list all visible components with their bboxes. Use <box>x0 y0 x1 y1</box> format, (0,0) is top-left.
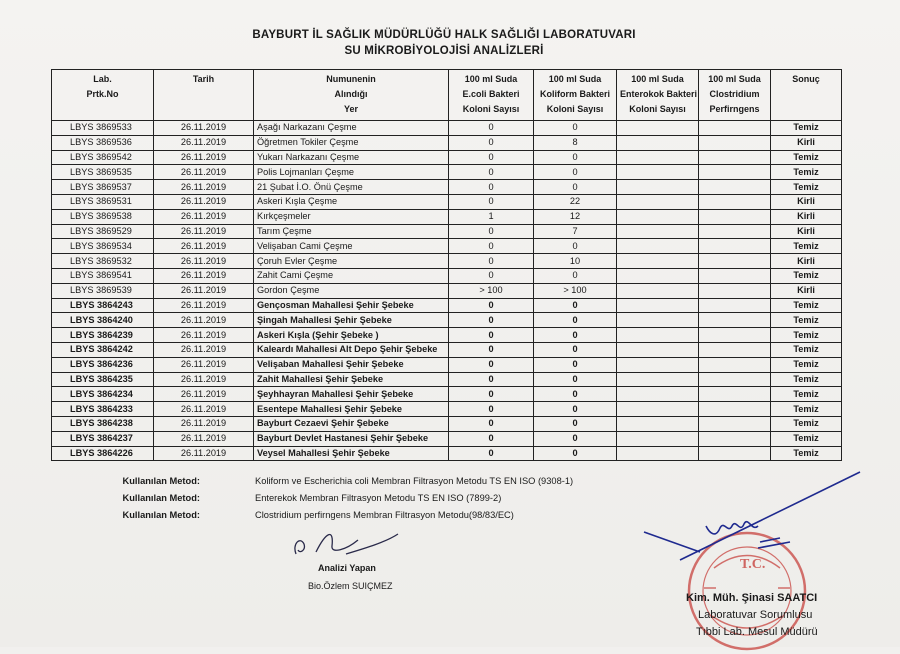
table-row <box>52 268 842 283</box>
cell-ecoli: 0 <box>449 224 534 239</box>
col-header-line: 100 ml Suda <box>631 74 684 84</box>
cell-ecoli: 0 <box>449 298 534 313</box>
cell-clostridium <box>699 239 771 254</box>
cell-sample-site: Tarım Çeşme <box>254 224 449 239</box>
cell-koliform: 10 <box>534 254 617 269</box>
cell-clostridium <box>699 328 771 343</box>
cell-result: Kirli <box>771 135 842 150</box>
cell-result: Temiz <box>771 402 842 417</box>
cell-date: 26.11.2019 <box>154 194 254 209</box>
cell-date: 26.11.2019 <box>154 121 254 136</box>
method-value: Koliform ve Escherichia coli Membran Filtrasyon Metodu TS EN ISO (9308-1) <box>255 476 574 486</box>
table-body <box>52 121 842 461</box>
cell-ecoli: 0 <box>449 254 534 269</box>
cell-result: Temiz <box>771 372 842 387</box>
table-row <box>52 313 842 328</box>
cell-lab-no: LBYS 3869535 <box>52 165 154 180</box>
table-row <box>52 416 842 431</box>
col-header-ecoli <box>449 70 534 121</box>
cell-ecoli: 1 <box>449 209 534 224</box>
cell-enterokok <box>617 209 699 224</box>
cell-date: 26.11.2019 <box>154 209 254 224</box>
cell-date: 26.11.2019 <box>154 342 254 357</box>
cell-lab-no: LBYS 3869539 <box>52 283 154 298</box>
cell-enterokok <box>617 150 699 165</box>
cell-koliform: > 100 <box>534 283 617 298</box>
col-header-lab <box>52 70 154 121</box>
cell-clostridium <box>699 402 771 417</box>
col-header-result <box>771 70 842 121</box>
cell-enterokok <box>617 372 699 387</box>
cell-enterokok <box>617 194 699 209</box>
cell-clostridium <box>699 416 771 431</box>
cell-koliform: 0 <box>534 268 617 283</box>
cell-ecoli: 0 <box>449 328 534 343</box>
method-label: Kullanılan Metod: <box>122 476 200 486</box>
col-header-line: Enterokok Bakteri <box>620 89 698 99</box>
cell-ecoli: > 100 <box>449 283 534 298</box>
cell-sample-site: Polis Lojmanları Çeşme <box>254 165 449 180</box>
cell-koliform: 0 <box>534 387 617 402</box>
col-header-line: Koliform Bakteri <box>539 89 610 99</box>
col-header-line: Tarih <box>192 74 215 84</box>
cell-clostridium <box>699 150 771 165</box>
cell-date: 26.11.2019 <box>154 313 254 328</box>
method-value: Clostridium perfirngens Membran Filtrasyon Metodu(98/83/EC) <box>255 510 514 520</box>
cell-sample-site: Veysel Mahallesi Şehir Şebeke <box>254 446 449 461</box>
col-header-line: 100 ml Suda <box>464 74 518 84</box>
cell-enterokok <box>617 224 699 239</box>
cell-clostridium <box>699 283 771 298</box>
cell-koliform: 0 <box>534 313 617 328</box>
cell-clostridium <box>699 254 771 269</box>
cell-ecoli: 0 <box>449 165 534 180</box>
cell-sample-site: Gençosman Mahallesi Şehir Şebeke <box>254 298 449 313</box>
cell-ecoli: 0 <box>449 357 534 372</box>
cell-result: Kirli <box>771 224 842 239</box>
cell-date: 26.11.2019 <box>154 357 254 372</box>
cell-result: Temiz <box>771 121 842 136</box>
cell-date: 26.11.2019 <box>154 283 254 298</box>
cell-lab-no: LBYS 3864234 <box>52 387 154 402</box>
cell-koliform: 0 <box>534 402 617 417</box>
cell-date: 26.11.2019 <box>154 150 254 165</box>
cell-clostridium <box>699 194 771 209</box>
col-header-line: Sonuç <box>792 74 820 84</box>
table-row <box>52 372 842 387</box>
col-header-line: Perfirngens <box>709 104 760 114</box>
col-header-line: Koloni Sayısı <box>546 104 604 114</box>
cell-lab-no: LBYS 3869532 <box>52 254 154 269</box>
report-title: BAYBURT İL SAĞLIK MÜDÜRLÜĞÜ HALK SAĞLIĞI LABORATUVARI <box>252 29 636 41</box>
cell-koliform: 0 <box>534 372 617 387</box>
cell-ecoli: 0 <box>449 180 534 195</box>
report-subtitle: SU MİKROBİYOLOJİSİ ANALİZLERİ <box>344 45 544 57</box>
cell-date: 26.11.2019 <box>154 135 254 150</box>
table-row <box>52 224 842 239</box>
table-row <box>52 180 842 195</box>
cell-ecoli: 0 <box>449 135 534 150</box>
col-header-enterokok <box>617 70 699 121</box>
cell-koliform: 0 <box>534 431 617 446</box>
cell-lab-no: LBYS 3864243 <box>52 298 154 313</box>
cell-sample-site: Velişaban Cami Çeşme <box>254 239 449 254</box>
cell-enterokok <box>617 416 699 431</box>
col-header-line: Prtk.No <box>86 89 119 99</box>
cell-clostridium <box>699 446 771 461</box>
cell-clostridium <box>699 165 771 180</box>
cell-date: 26.11.2019 <box>154 239 254 254</box>
cell-clostridium <box>699 224 771 239</box>
cell-enterokok <box>617 165 699 180</box>
cell-ecoli: 0 <box>449 121 534 136</box>
table-row <box>52 239 842 254</box>
cell-result: Kirli <box>771 254 842 269</box>
cell-clostridium <box>699 357 771 372</box>
cell-sample-site: Aşağı Narkazanı Çeşme <box>254 121 449 136</box>
cell-ecoli: 0 <box>449 150 534 165</box>
cell-koliform: 0 <box>534 165 617 180</box>
cell-ecoli: 0 <box>449 239 534 254</box>
cell-ecoli: 0 <box>449 313 534 328</box>
cell-lab-no: LBYS 3869538 <box>52 209 154 224</box>
cell-sample-site: Zahit Mahallesi Şehir Şebeke <box>254 372 449 387</box>
cell-ecoli: 0 <box>449 416 534 431</box>
cell-date: 26.11.2019 <box>154 402 254 417</box>
col-header-line: Alındığı <box>334 89 368 99</box>
cell-sample-site: Gordon Çeşme <box>254 283 449 298</box>
cell-clostridium <box>699 387 771 402</box>
cell-lab-no: LBYS 3869542 <box>52 150 154 165</box>
cell-result: Temiz <box>771 446 842 461</box>
table-row <box>52 357 842 372</box>
cell-lab-no: LBYS 3869529 <box>52 224 154 239</box>
table-row <box>52 254 842 269</box>
cell-date: 26.11.2019 <box>154 328 254 343</box>
col-header-date <box>154 70 254 121</box>
col-header-line: Lab. <box>93 74 112 84</box>
cell-ecoli: 0 <box>449 387 534 402</box>
cell-koliform: 0 <box>534 150 617 165</box>
cell-koliform: 22 <box>534 194 617 209</box>
cell-sample-site: Şingah Mahallesi Şehir Şebeke <box>254 313 449 328</box>
col-header-line: 100 ml Suda <box>708 74 761 84</box>
cell-date: 26.11.2019 <box>154 416 254 431</box>
cell-enterokok <box>617 313 699 328</box>
method-value: Enterekok Membran Filtrasyon Metodu TS EN ISO (7899-2) <box>255 493 502 503</box>
cell-lab-no: LBYS 3864239 <box>52 328 154 343</box>
cell-koliform: 0 <box>534 357 617 372</box>
cell-sample-site: Kırkçeşmeler <box>254 209 449 224</box>
cell-sample-site: Esentepe Mahallesi Şehir Şebeke <box>254 402 449 417</box>
cell-enterokok <box>617 342 699 357</box>
cell-date: 26.11.2019 <box>154 254 254 269</box>
cell-enterokok <box>617 121 699 136</box>
cell-result: Temiz <box>771 268 842 283</box>
table-row <box>52 431 842 446</box>
cell-sample-site: Zahit Cami Çeşme <box>254 268 449 283</box>
cell-lab-no: LBYS 3864233 <box>52 402 154 417</box>
cell-koliform: 0 <box>534 416 617 431</box>
table-row <box>52 150 842 165</box>
cell-sample-site: Askeri Kışla (Şehir Şebeke ) <box>254 328 449 343</box>
cell-sample-site: Şeyhhayran Mahallesi Şehir Şebeke <box>254 387 449 402</box>
table-row <box>52 209 842 224</box>
cell-lab-no: LBYS 3869534 <box>52 239 154 254</box>
cell-lab-no: LBYS 3864226 <box>52 446 154 461</box>
manager-name: Kim. Müh. Şinasi SAATCI <box>686 592 818 604</box>
col-header-line: Koloni Sayısı <box>629 104 686 114</box>
cell-ecoli: 0 <box>449 194 534 209</box>
cell-ecoli: 0 <box>449 431 534 446</box>
cell-lab-no: LBYS 3864237 <box>52 431 154 446</box>
cell-enterokok <box>617 328 699 343</box>
cell-lab-no: LBYS 3864240 <box>52 313 154 328</box>
cell-ecoli: 0 <box>449 342 534 357</box>
cell-lab-no: LBYS 3869541 <box>52 268 154 283</box>
cell-enterokok <box>617 431 699 446</box>
manager-role-1: Laboratuvar Sorumlusu <box>698 609 813 621</box>
cell-koliform: 0 <box>534 342 617 357</box>
cell-clostridium <box>699 313 771 328</box>
stamp-text: T.C. <box>740 557 766 572</box>
cell-sample-site: Öğretmen Tokiler Çeşme <box>254 135 449 150</box>
cell-clostridium <box>699 431 771 446</box>
cell-koliform: 0 <box>534 446 617 461</box>
table-row <box>52 121 842 136</box>
cell-lab-no: LBYS 3869537 <box>52 180 154 195</box>
cell-clostridium <box>699 268 771 283</box>
cell-result: Temiz <box>771 416 842 431</box>
cell-sample-site: Askeri Kışla Çeşme <box>254 194 449 209</box>
cell-koliform: 7 <box>534 224 617 239</box>
cell-lab-no: LBYS 3869531 <box>52 194 154 209</box>
cell-lab-no: LBYS 3864236 <box>52 357 154 372</box>
cell-koliform: 8 <box>534 135 617 150</box>
cell-result: Temiz <box>771 431 842 446</box>
col-header-line: E.coli Bakteri <box>462 89 520 99</box>
col-header-line: Clostridium <box>709 89 760 99</box>
cell-sample-site: Bayburt Devlet Hastanesi Şehir Şebeke <box>254 431 449 446</box>
cell-result: Temiz <box>771 239 842 254</box>
table-row <box>52 446 842 461</box>
cell-enterokok <box>617 387 699 402</box>
cell-enterokok <box>617 135 699 150</box>
cell-koliform: 0 <box>534 328 617 343</box>
cell-ecoli: 0 <box>449 268 534 283</box>
cell-date: 26.11.2019 <box>154 372 254 387</box>
cell-lab-no: LBYS 3869536 <box>52 135 154 150</box>
cell-enterokok <box>617 402 699 417</box>
table-row <box>52 194 842 209</box>
cell-date: 26.11.2019 <box>154 298 254 313</box>
analyst-role: Analizi Yapan <box>318 563 376 573</box>
cell-sample-site: 21 Şubat İ.O. Önü Çeşme <box>254 180 449 195</box>
cell-clostridium <box>699 209 771 224</box>
table-row <box>52 342 842 357</box>
cell-result: Temiz <box>771 165 842 180</box>
cell-sample-site: Çoruh Evler Çeşme <box>254 254 449 269</box>
cell-result: Temiz <box>771 313 842 328</box>
cell-date: 26.11.2019 <box>154 268 254 283</box>
cell-clostridium <box>699 180 771 195</box>
analyst-name: Bio.Özlem SUIÇMEZ <box>308 581 393 591</box>
table-row <box>52 402 842 417</box>
cell-result: Temiz <box>771 357 842 372</box>
cell-koliform: 12 <box>534 209 617 224</box>
cell-koliform: 0 <box>534 121 617 136</box>
cell-lab-no: LBYS 3869533 <box>52 121 154 136</box>
cell-enterokok <box>617 268 699 283</box>
cell-date: 26.11.2019 <box>154 431 254 446</box>
cell-enterokok <box>617 254 699 269</box>
table-row <box>52 165 842 180</box>
cell-date: 26.11.2019 <box>154 180 254 195</box>
cell-result: Kirli <box>771 209 842 224</box>
cell-enterokok <box>617 283 699 298</box>
table-row <box>52 298 842 313</box>
cell-lab-no: LBYS 3864242 <box>52 342 154 357</box>
cell-date: 26.11.2019 <box>154 165 254 180</box>
cell-sample-site: Bayburt Cezaevi Şehir Şebeke <box>254 416 449 431</box>
cell-result: Temiz <box>771 180 842 195</box>
cell-result: Kirli <box>771 194 842 209</box>
col-header-line: Yer <box>343 104 358 114</box>
cell-date: 26.11.2019 <box>154 387 254 402</box>
table-row <box>52 135 842 150</box>
cell-clostridium <box>699 298 771 313</box>
manager-role-2: Tıbbi Lab. Mesul Müdürü <box>696 626 818 638</box>
cell-date: 26.11.2019 <box>154 446 254 461</box>
col-header-koliform <box>534 70 617 121</box>
col-header-line: Numunenin <box>326 74 376 84</box>
cell-enterokok <box>617 446 699 461</box>
cell-enterokok <box>617 298 699 313</box>
cell-sample-site: Velişaban Mahallesi Şehir Şebeke <box>254 357 449 372</box>
cell-result: Temiz <box>771 150 842 165</box>
cell-enterokok <box>617 357 699 372</box>
table-row <box>52 283 842 298</box>
col-header-site <box>254 70 449 121</box>
cell-enterokok <box>617 180 699 195</box>
cell-date: 26.11.2019 <box>154 224 254 239</box>
cell-koliform: 0 <box>534 180 617 195</box>
cell-ecoli: 0 <box>449 372 534 387</box>
cell-result: Temiz <box>771 387 842 402</box>
col-header-clostridium <box>699 70 771 121</box>
cell-ecoli: 0 <box>449 446 534 461</box>
table-row <box>52 328 842 343</box>
cell-clostridium <box>699 342 771 357</box>
col-header-line: 100 ml Suda <box>548 74 602 84</box>
cell-enterokok <box>617 239 699 254</box>
manager-signature <box>640 468 870 598</box>
analysis-table <box>51 69 842 461</box>
cell-sample-site: Kaleardı Mahallesi Alt Depo Şehir Şebeke <box>254 342 449 357</box>
cell-koliform: 0 <box>534 239 617 254</box>
cell-result: Temiz <box>771 342 842 357</box>
cell-result: Temiz <box>771 298 842 313</box>
table-header-row <box>52 70 842 121</box>
cell-sample-site: Yukarı Narkazanı Çeşme <box>254 150 449 165</box>
cell-koliform: 0 <box>534 298 617 313</box>
cell-clostridium <box>699 135 771 150</box>
cell-lab-no: LBYS 3864235 <box>52 372 154 387</box>
cell-lab-no: LBYS 3864238 <box>52 416 154 431</box>
cell-clostridium <box>699 372 771 387</box>
cell-clostridium <box>699 121 771 136</box>
method-label: Kullanılan Metod: <box>122 510 200 520</box>
method-label: Kullanılan Metod: <box>122 493 200 503</box>
cell-result: Temiz <box>771 328 842 343</box>
cell-ecoli: 0 <box>449 402 534 417</box>
table-row <box>52 387 842 402</box>
analyst-signature <box>286 524 406 564</box>
cell-result: Kirli <box>771 283 842 298</box>
col-header-line: Koloni Sayısı <box>462 104 520 114</box>
